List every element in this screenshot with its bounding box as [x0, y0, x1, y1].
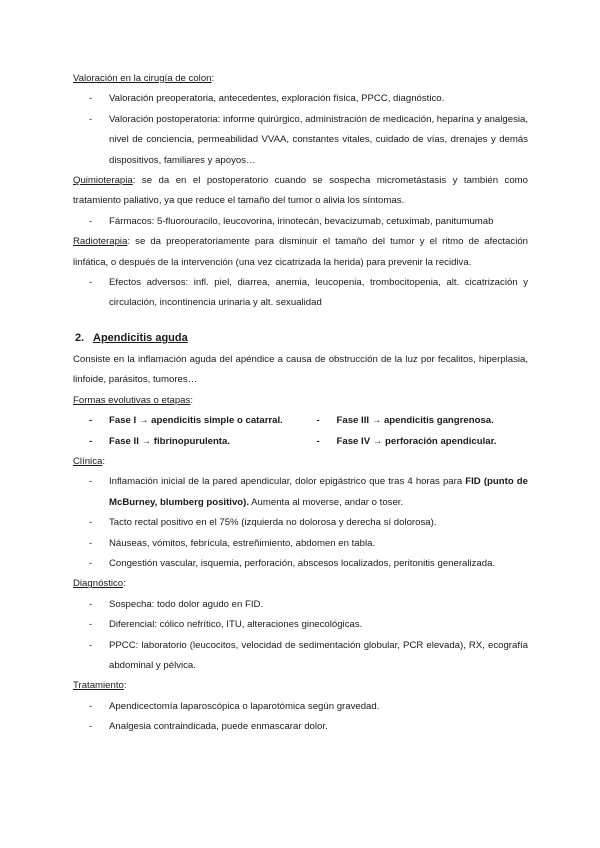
diagnostico-heading-line: Diagnóstico: [73, 578, 126, 590]
section-heading [73, 328, 528, 348]
formas-columns [73, 411, 528, 452]
formas-left-column [73, 411, 301, 452]
formas-heading-line: Formas evolutivas o etapas: [73, 394, 193, 406]
quimio-text: : se da en el postoperatorio cuando se sospecha micrometástasis y también como tratamiento paliativo, ya que reduce el tamaño del tumor o alivia los síntomas. [73, 175, 528, 207]
diagnostico-heading: Diagnóstico [73, 578, 124, 590]
list-item: - Náuseas, vómitos, febrícula, estreñimiento, abdomen en tabla. [73, 534, 528, 554]
section-title: Apendicitis aguda [93, 331, 188, 344]
list-item: - Valoración postoperatoria: informe quirúrgico, administración de medicación, heparina y analgesia, nivel de conciencia, permeabilidad VVAA, constantes vitales, cuidado de vías, drenajes y demás dispositivos, familiares y apoyos… [73, 110, 528, 171]
clinica-heading: Clínica [73, 455, 103, 467]
clinica-bold-text: FID (punto de McBurney, blumberg positivo). [109, 476, 528, 508]
list-item: - Fase I → apendicitis simple o catarral. [73, 411, 301, 431]
tratamiento-heading: Tratamiento [73, 680, 124, 692]
radio-text: : se da preoperatoriamente para disminuir el tamaño del tumor y el ritmo de afectación linfática, o después de la intervención (una vez cicatrizada la herida) para prevenir la recidiva. [73, 236, 528, 268]
list-item: - Diferencial: cólico nefrítico, ITU, alteraciones ginecológicas. [73, 615, 528, 635]
document-page [73, 69, 528, 738]
colon-heading-line: Valoración en la cirugía de colon: [73, 73, 215, 84]
list-item: - Valoración preoperatoria, antecedentes, exploración física, PPCC, diagnóstico. [73, 89, 528, 109]
list-item: - Sospecha: todo dolor agudo en FID. [73, 595, 528, 615]
clinica-text-end: Aumenta al moverse, andar o toser. [249, 496, 404, 508]
list-item: - PPCC: laboratorio (leucocitos, velocidad de sedimentación globular, PCR elevada), RX, ecografía abdominal y pélvica. [73, 636, 528, 677]
list-item: - Fase IV → perforación apendicular. [301, 432, 529, 452]
radio-term: Radioterapia [73, 236, 128, 248]
formas-right-column [301, 411, 529, 452]
list-item: - Analgesia contraindicada, puede enmascarar dolor. [73, 717, 528, 737]
colon-heading: Valoración en la cirugía de colon [73, 73, 212, 84]
quimio-term: Quimioterapia [73, 175, 133, 187]
section-number: 2. [75, 331, 85, 344]
list-item: - Fase II → fibrinopurulenta. [73, 432, 301, 452]
list-item: - Congestión vascular, isquemia, perforación, abscesos localizados, peritonitis generalizada. [73, 554, 528, 574]
list-item: - Fármacos: 5-fluorouracilo, leucovorina, irinotecán, bevacizumab, cetuximab, panitumumab [73, 212, 528, 232]
quimio-paragraph [73, 171, 528, 212]
clinica-heading-line: Clínica: [73, 455, 105, 467]
tratamiento-heading-line: Tratamiento: [73, 680, 127, 692]
list-item: - Fase III → apendicitis gangrenosa. [301, 411, 529, 431]
formas-heading: Formas evolutivas o etapas [73, 394, 191, 406]
radio-paragraph [73, 232, 528, 273]
intro-paragraph: Consiste en la inflamación aguda del apéndice a causa de obstrucción de la luz por fecalitos, hiperplasia, linfoide, parásitos, tumores… [73, 353, 528, 386]
list-item: - Efectos adversos: infl. piel, diarrea, anemia, leucopenia, trombocitopenia, alt. cicatrización y circulación, incontinencia urinaria y alt. sexualidad [73, 273, 528, 314]
clinica-text: Inflamación inicial de la pared apendicular, dolor epigástrico que tras 4 horas para [109, 476, 466, 488]
list-item: - Tacto rectal positivo en el 75% (izquierda no dolorosa y derecha sí dolorosa). [73, 513, 528, 533]
list-item: - Apendicectomía laparoscópica o laparotómica según gravedad. [73, 697, 528, 717]
list-item [73, 472, 528, 513]
